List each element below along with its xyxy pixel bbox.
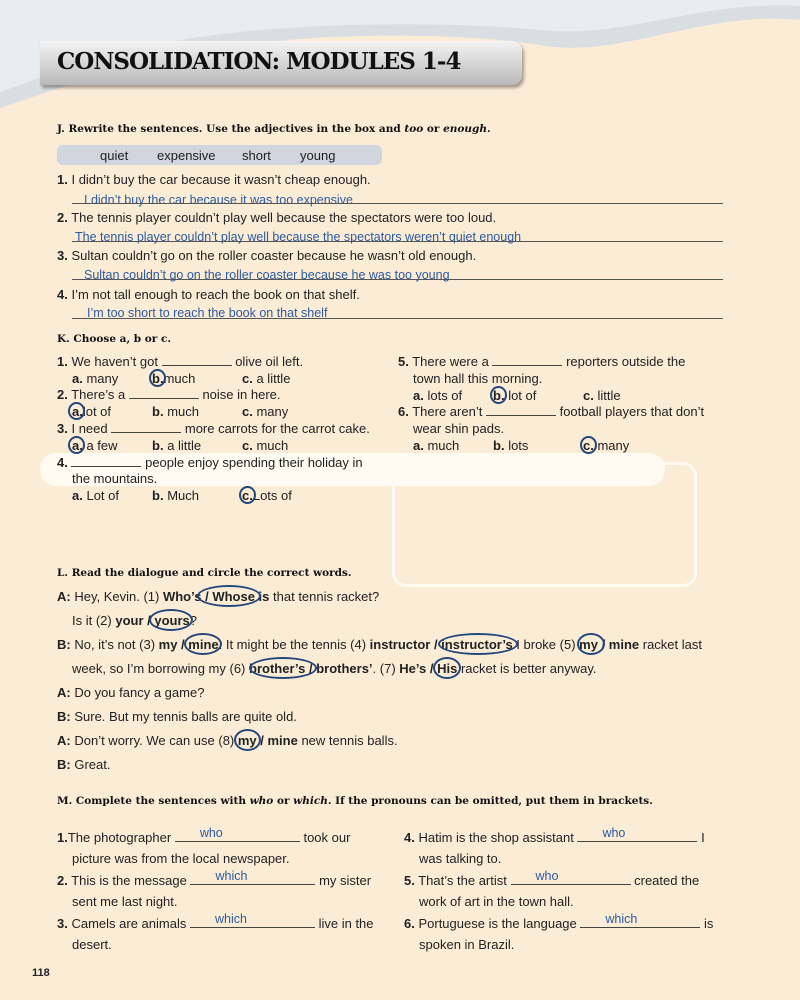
answer-circle (149, 369, 166, 387)
dialogue-line-1: A: Hey, Kevin. (1) Who’s / Whose is that tennis racket? (57, 589, 380, 604)
outline-box-decoration (392, 462, 697, 587)
section-j-instruction: J. Rewrite the sentences. Use the adjectives in the box and too or enough. (57, 123, 491, 135)
k-option[interactable]: b. much (152, 404, 199, 419)
j-answer-2[interactable]: The tennis player couldn’t play well because the spectators weren’t quiet enough (75, 230, 522, 244)
answer-circle (433, 657, 461, 679)
m-item-1: 1.The photographer who took our (57, 826, 351, 845)
k-option[interactable]: b. lots (493, 438, 529, 453)
k-option[interactable]: a. a few (72, 438, 118, 453)
j-answer-3[interactable]: Sultan couldn’t go on the roller coaster because he was too young (84, 268, 450, 282)
m-item-6-line2: spoken in Brazil. (419, 937, 515, 952)
m-item-4-line2: was talking to. (419, 851, 502, 866)
m-item-2-line2: sent me last night. (72, 894, 178, 909)
k-option[interactable]: a.lot of (72, 404, 112, 419)
section-k-instruction: K. Choose a, b or c. (57, 333, 172, 345)
k-question-2: 2. There’s a noise in here. (57, 387, 281, 402)
answer-circle (249, 657, 317, 679)
dialogue-line-4: week, so I’m borrowing my (6) brother’s / brothers’. (7) He’s / His racket is better anyway. (72, 661, 597, 676)
j-answer-4[interactable]: I’m too short to reach the book on that shelf (87, 306, 328, 320)
k-option[interactable]: c. many (242, 404, 289, 419)
k-question-5-line2: town hall this morning. (413, 371, 543, 386)
k-option[interactable]: c.Lots of (242, 488, 292, 503)
k-option[interactable]: a. many (72, 371, 119, 386)
answer-circle (239, 486, 256, 504)
k-option[interactable]: b. a little (152, 438, 202, 453)
m-item-5: 5. That’s the artist who created the (404, 869, 700, 888)
word-box-item: young (300, 148, 336, 163)
j-item-2: 2. The tennis player couldn’t play well because the spectators were too loud. (57, 210, 497, 225)
k-option[interactable]: a. lots of (413, 388, 463, 403)
answer-circle (197, 585, 261, 607)
answer-circle (580, 436, 597, 454)
page-number: 118 (32, 967, 50, 979)
j-answer-1[interactable]: I didn’t buy the car because it was too expensive (84, 193, 353, 207)
dialogue-line-3: B: No, it’s not (3) my / mine. It might be the tennis (4) instructor / instructor’s I broke (5) my / mine racket last (57, 637, 702, 652)
m-item-2: 2. This is the message which my sister (57, 869, 372, 888)
word-box-item: short (242, 148, 271, 163)
k-option[interactable]: c. a little (242, 371, 291, 386)
answer-line (72, 203, 723, 204)
m-item-3-line2: desert. (72, 937, 112, 952)
page-title: CONSOLIDATION: MODULES 1-4 (57, 48, 461, 75)
k-question-3: 3. I need more carrots for the carrot cake. (57, 421, 370, 436)
m-item-4: 4. Hatim is the shop assistant who I (404, 826, 705, 845)
dialogue-line-2: Is it (2) your / yours? (72, 613, 197, 628)
j-item-4: 4. I’m not tall enough to reach the book on that shelf. (57, 287, 360, 302)
k-option[interactable]: c. much (242, 438, 289, 453)
k-question-6-line2: wear shin pads. (413, 421, 505, 436)
answer-line (72, 318, 723, 319)
word-box-item: expensive (157, 148, 216, 163)
k-question-6: 6. There aren’t football players that don’t (398, 404, 705, 419)
answer-circle (490, 386, 507, 404)
answer-circle (438, 633, 518, 655)
k-option[interactable]: b. Much (152, 488, 199, 503)
k-question-1: 1. We haven’t got olive oil left. (57, 354, 304, 369)
dialogue-line-5: A: Do you fancy a game? (57, 685, 205, 700)
k-option[interactable]: c. many (583, 438, 630, 453)
j-item-3: 3. Sultan couldn’t go on the roller coaster because he wasn’t old enough. (57, 248, 477, 263)
answer-circle (68, 436, 85, 454)
m-item-3: 3. Camels are animals which live in the (57, 912, 374, 931)
m-item-6: 6. Portuguese is the language which is (404, 912, 714, 931)
k-option[interactable]: a. Lot of (72, 488, 119, 503)
k-option[interactable]: b.much (152, 371, 196, 386)
section-l-instruction: L. Read the dialogue and circle the correct words. (57, 567, 352, 579)
section-m-instruction: M. Complete the sentences with who or which. If the pronouns can be omitted, put them in brackets. (57, 795, 653, 807)
word-box-item: quiet (100, 148, 129, 163)
m-item-5-line2: work of art in the town hall. (419, 894, 574, 909)
m-item-1-line2: picture was from the local newspaper. (72, 851, 290, 866)
answer-circle (68, 402, 85, 420)
dialogue-line-8: B: Great. (57, 757, 111, 772)
k-option[interactable]: b. lot of (493, 388, 537, 403)
j-item-1: 1. I didn’t buy the car because it wasn’t cheap enough. (57, 172, 371, 187)
k-question-5: 5. There were a reporters outside the (398, 354, 686, 369)
answer-circle (149, 609, 193, 631)
answer-circle (184, 633, 222, 655)
answer-line (72, 241, 723, 242)
answer-circle (577, 633, 605, 655)
k-question-4: 4. people enjoy spending their holiday in (57, 455, 363, 470)
dialogue-line-7: A: Don’t worry. We can use (8) my / mine new tennis balls. (57, 733, 398, 748)
dialogue-line-6: B: Sure. But my tennis balls are quite old. (57, 709, 297, 724)
answer-circle (234, 729, 261, 751)
answer-line (72, 279, 723, 280)
k-option[interactable]: a. much (413, 438, 460, 453)
k-question-4-line2: the mountains. (72, 471, 158, 486)
k-option[interactable]: c. little (583, 388, 621, 403)
